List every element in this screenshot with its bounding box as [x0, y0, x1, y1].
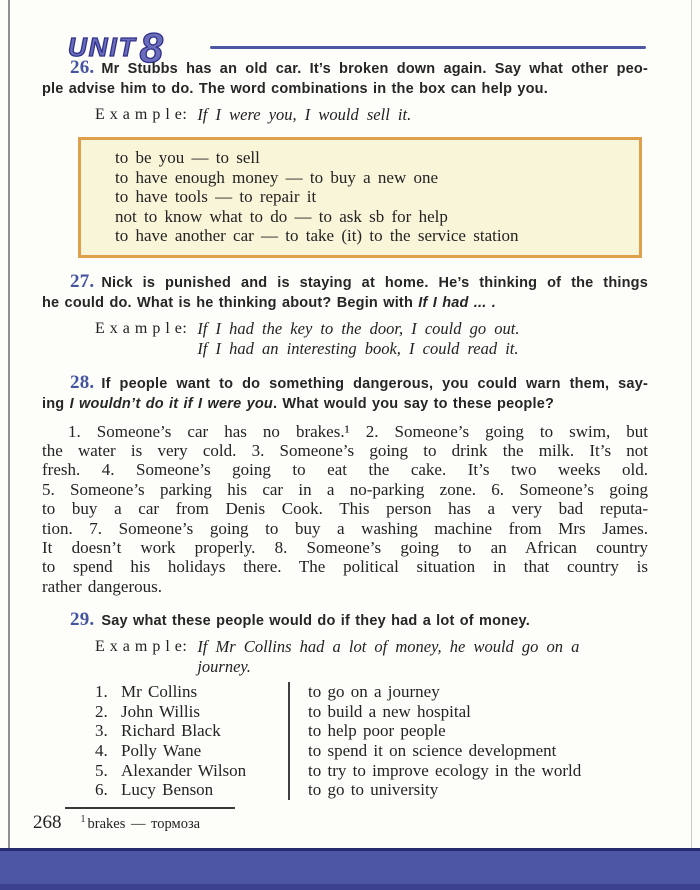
person-name: Richard Black — [121, 721, 221, 741]
word-box-line: to be you — to sell — [115, 148, 260, 167]
pair-number: 4. — [95, 740, 108, 760]
pair-row — [95, 702, 648, 722]
body-line: fresh. 4. Someone’s going to eat the cake. It’s two weeks old. — [42, 460, 648, 480]
word-box-line: not to know what to do — to ask sb for help — [115, 206, 448, 226]
pair-row — [95, 682, 648, 702]
body-line: 5. Someone’s parking his car in a no-parking zone. 6. Someone’s going — [42, 479, 648, 499]
footnote-superscript: 1 — [80, 814, 86, 826]
people-actions-list — [95, 682, 648, 800]
example-label: E x a m p l e: — [95, 106, 188, 123]
footer-row — [0, 812, 700, 834]
instruction-text: Mr Stubbs has an old car. It’s broken down again. Say what other peo- — [101, 61, 648, 77]
person-name: Polly Wane — [121, 740, 202, 760]
instruction-text: ing — [42, 395, 70, 412]
pair-left — [95, 741, 290, 761]
footnote — [81, 814, 201, 833]
instruction-line — [42, 610, 648, 631]
emphasis-text: I wouldn’t do it if I were you — [69, 395, 273, 412]
word-box-line: to have tools — to repair it — [115, 187, 317, 206]
money-action: to spend it on science development — [308, 740, 557, 760]
body-line: the water is very cold. 3. Someone’s going to drink the milk. It’s not — [42, 440, 648, 460]
person-name: Lucy Benson — [121, 780, 214, 800]
instruction-line — [42, 394, 648, 414]
pair-number: 3. — [95, 721, 108, 741]
pair-left — [95, 721, 290, 741]
instruction-text: he could do. What is he thinking about? Begin with — [42, 294, 419, 311]
person-name: Alexander Wilson — [121, 760, 247, 780]
example-line: If I were you, I would sell it. — [197, 105, 412, 124]
person-name: Mr Collins — [121, 682, 198, 702]
header-rule — [210, 46, 646, 49]
money-action: to help poor people — [308, 721, 446, 741]
money-action: to go on a journey — [308, 682, 440, 702]
exercise-28 — [42, 373, 648, 597]
instruction-text: Nick is punished and is staying at home. He’s thinking of the things — [101, 274, 648, 291]
pair-number: 6. — [95, 780, 108, 800]
unit-word: UNIT — [68, 32, 137, 62]
exercise-instruction — [42, 58, 648, 99]
money-action: to try to improve ecology in the world — [308, 760, 582, 780]
exercise-number: 28. — [70, 371, 95, 393]
page-footer — [0, 807, 700, 834]
pair-row — [95, 741, 648, 761]
instruction-line — [42, 272, 648, 293]
pair-row — [95, 761, 648, 781]
pair-left — [95, 761, 290, 781]
emphasis-text: If I had ... . — [418, 294, 496, 311]
body-line: rather dangerous. — [42, 576, 163, 596]
example-line: If Mr Collins had a lot of money, he would go on a — [197, 637, 580, 657]
pair-row — [95, 780, 648, 800]
word-box-line: to have another car — to take (it) to the service station — [115, 226, 519, 245]
instruction-line — [42, 373, 648, 394]
pair-row — [95, 721, 648, 741]
exercise-number: 26. — [70, 57, 95, 78]
body-line: to spend his holidays there. The political situation in that country is — [42, 557, 648, 577]
instruction-text: If people want to do something dangerous, you could warn them, say- — [101, 375, 648, 392]
example-line: If I had an interesting book, I could read it. — [197, 338, 519, 358]
bottom-blue-bar — [0, 848, 700, 890]
example-block — [95, 319, 648, 359]
example-label: E x a m p l e: — [95, 638, 188, 656]
example-lines — [197, 105, 411, 125]
instruction-line — [42, 58, 648, 79]
page-number: 268 — [33, 812, 62, 833]
example-label: E x a m p l e: — [95, 319, 188, 337]
footnote-text: brakes — тормоза — [87, 816, 201, 832]
exercises-container — [42, 58, 648, 800]
body-line: tion. 7. Someone’s going to buy a washing machine from Mrs James. — [42, 518, 648, 538]
example-lines — [197, 319, 519, 359]
exercise-instruction — [42, 610, 648, 631]
example-lines — [197, 637, 579, 677]
example-line: If I had the key to the door, I could go out. — [197, 318, 520, 338]
money-action: to go to university — [308, 780, 439, 800]
pair-number: 1. — [95, 682, 108, 702]
exercise-29 — [42, 610, 648, 800]
page-content — [42, 58, 648, 800]
person-name: John Willis — [121, 701, 200, 721]
body-line: 1. Someone’s car has no brakes.¹ 2. Someone’s going to swim, but — [68, 421, 648, 441]
exercise-26 — [42, 58, 648, 258]
body-line: It doesn’t work properly. 8. Someone’s going to an African country — [42, 537, 648, 557]
body-line: to buy a car from Denis Cook. This person has a very bad reputa- — [42, 499, 648, 519]
bottom-bar-dark-strip — [0, 884, 700, 890]
instruction-line — [42, 293, 648, 313]
exercise-body — [42, 422, 648, 597]
unit-number: 8 — [139, 24, 166, 71]
instruction-text: Say what these people would do if they had a lot of money. — [101, 613, 530, 630]
page-edge-right — [691, 0, 692, 890]
example-block — [95, 105, 648, 125]
pair-left — [95, 702, 290, 722]
exercise-instruction — [42, 373, 648, 414]
money-action: to build a new hospital — [308, 701, 471, 721]
exercise-number: 27. — [70, 270, 95, 292]
instruction-text: ple advise him to do. The word combinations in the box can help you. — [42, 81, 548, 97]
exercise-27 — [42, 272, 648, 359]
example-line: journey. — [197, 657, 251, 677]
bottom-bar-top-line — [0, 848, 700, 851]
footnote-rule — [65, 807, 235, 809]
exercise-instruction — [42, 272, 648, 313]
exercise-number: 29. — [70, 609, 95, 631]
example-block — [95, 637, 648, 677]
pair-number: 2. — [95, 701, 108, 721]
pair-left — [95, 682, 290, 702]
page-edge-left — [8, 0, 10, 890]
instruction-text: . What would you say to these people? — [272, 395, 555, 412]
pair-number: 5. — [95, 760, 108, 780]
word-combinations-box — [78, 137, 642, 258]
instruction-line — [42, 79, 648, 99]
pair-left — [95, 780, 290, 800]
word-box-line: to have enough money — to buy a new one — [115, 167, 439, 187]
